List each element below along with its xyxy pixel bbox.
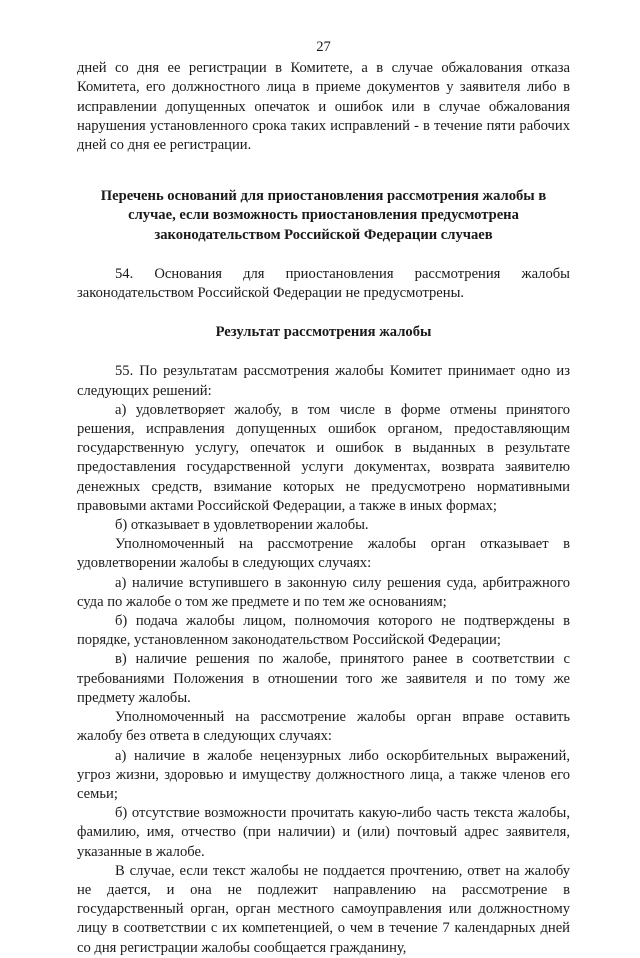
list-item: а) удовлетворяет жалобу, в том числе в форме отмены принятого решения, исправления допущенных ошибок органом, предоставляющим государственную услугу, опечаток и ошибок в выданных в результате предоставления государственной услуги документах, возврата заявителю денежных средств, взимание которых не предусмотрено нормативными правовыми актами Российской Федерации, а также в иных формах; — [77, 401, 570, 514]
page-number: 27 — [316, 39, 331, 55]
intro-paragraph: дней со дня ее регистрации в Комитете, а в случае обжалования отказа Комитета, его должностного лица в приеме документов у заявителя либо в исправлении допущенных опечаток и ошибок или в случае обжалования нарушения установленного срока таких исправлений - в течение пяти рабочих дней со дня ее регистрации. — [77, 60, 570, 154]
heading-line: случае, если возможность приостановления предусмотрена — [128, 207, 519, 224]
paragraph: Уполномоченный на рассмотрение жалобы орган отказывает в удовлетворении жалобы в следующих случаях: — [77, 536, 570, 572]
section-result-heading: Результат рассмотрения жалобы — [215, 324, 432, 341]
spacer — [77, 155, 570, 187]
spacer — [77, 245, 570, 265]
list-item: а) наличие в жалобе нецензурных либо оскорбительных выражений, угроз жизни, здоровью и имуществу должностного лица, а также членов его семьи; — [77, 747, 570, 802]
paragraph-55: 55. По результатам рассмотрения жалобы Комитет принимает одно из следующих решений: — [77, 363, 570, 399]
paragraph: В случае, если текст жалобы не поддается прочтению, ответ на жалобу не дается, и она не подлежит направлению на рассмотрение в государственный орган, орган местного самоуправления или должностному лицу в соответствии с их компетенцией, о чем в течение 7 календарных дней со дня регистрации жалобы сообщается гражданину, — [77, 862, 570, 956]
heading-line: законодательством Российской Федерации случаев — [154, 226, 493, 243]
list-item: в) наличие решения по жалобе, принятого ранее в соответствии с требованиями Положения в отношении того же заявителя и по тому же предмету жалобы. — [77, 651, 570, 706]
section-suspension-heading — [77, 187, 570, 245]
list-item: б) отсутствие возможности прочитать какую-либо часть текста жалобы, фамилию, имя, отчество (при наличии) и (или) почтовый адрес заявителя, указанные в жалобе. — [77, 805, 570, 860]
list-item: б) подача жалобы лицом, полномочия которого не подтверждены в порядке, установленном законодательством Российской Федерации; — [77, 613, 570, 649]
paragraph: Уполномоченный на рассмотрение жалобы орган вправе оставить жалобу без ответа в следующих случаях: — [77, 709, 570, 745]
spacer — [77, 342, 570, 362]
spacer — [77, 303, 570, 323]
heading-line: Перечень оснований для приостановления рассмотрения жалобы в — [100, 188, 547, 205]
list-item: б) отказывает в удовлетворении жалобы. — [115, 517, 369, 534]
document-page — [77, 38, 570, 958]
paragraph-54: 54. Основания для приостановления рассмотрения жалобы законодательством Российской Федерации не предусмотрены. — [77, 265, 570, 302]
list-item: а) наличие вступившего в законную силу решения суда, арбитражного суда по жалобе о том же предмете и по тем же основаниям; — [77, 574, 570, 610]
